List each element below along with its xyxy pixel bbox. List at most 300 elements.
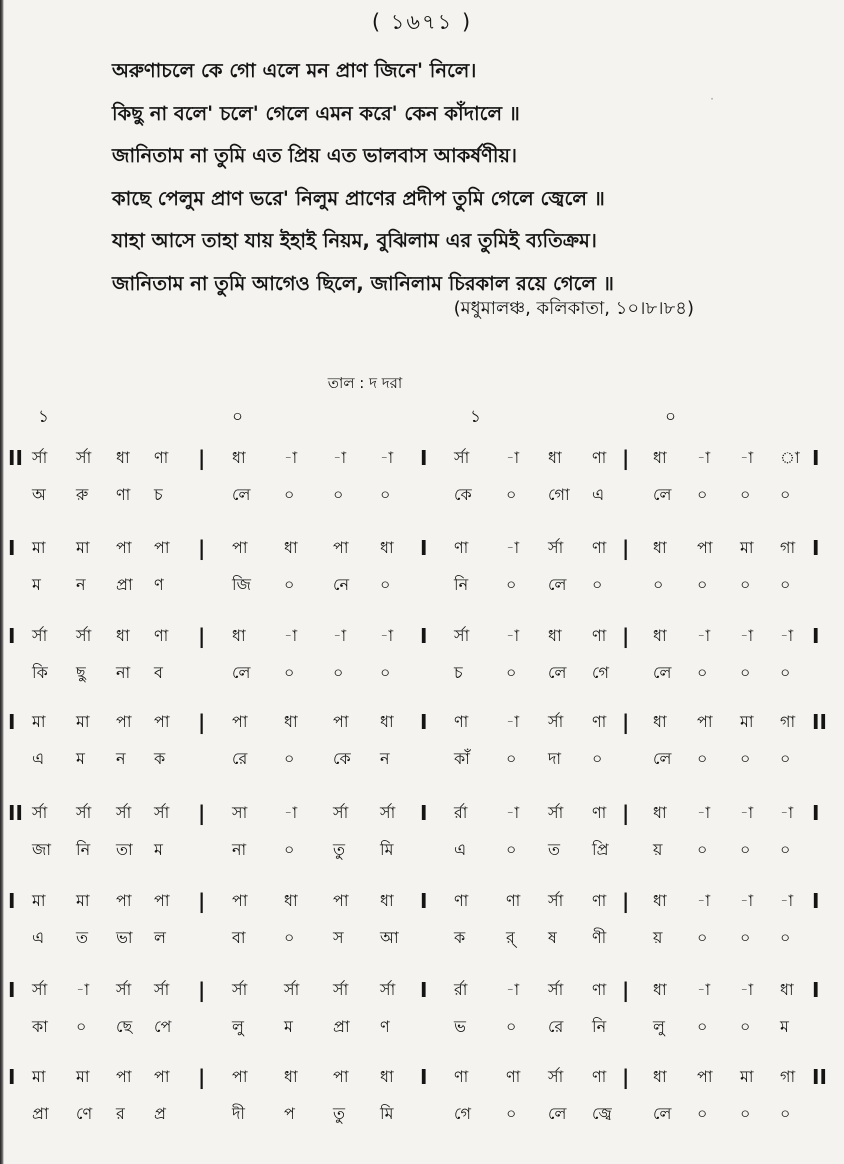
lyric-syllable: ম bbox=[284, 1017, 293, 1036]
swara-note: পা bbox=[232, 712, 248, 731]
lyric-syllable: লে bbox=[548, 663, 567, 682]
lyric-syllable: ত bbox=[76, 928, 89, 947]
lyric-syllable: রে bbox=[232, 749, 248, 768]
swara-note: -া bbox=[284, 448, 298, 467]
lyric-syllable: ০ bbox=[780, 1104, 791, 1123]
swara-note: সা bbox=[232, 803, 248, 822]
lyric-syllable: ০ bbox=[333, 485, 344, 504]
beat-mark: ১ bbox=[470, 407, 482, 427]
swara-note: ধা bbox=[284, 538, 298, 557]
poem-line: অরুণাচলে কে গো এলে মন প্রাণ জিনে' নিলে। bbox=[112, 59, 477, 82]
swara-note: র্সা bbox=[333, 980, 349, 999]
swara-note: র্সা bbox=[548, 891, 564, 910]
barline: II bbox=[8, 801, 23, 825]
lyric-syllable: ০ bbox=[592, 749, 603, 768]
swara-note: ধা bbox=[653, 538, 667, 557]
barline: I bbox=[420, 446, 428, 470]
swara-note: র্সা bbox=[548, 538, 564, 557]
lyric-syllable: মি bbox=[380, 840, 394, 859]
lyric-syllable: ০ bbox=[697, 928, 708, 947]
barline: | bbox=[198, 536, 206, 560]
poem-line: যাহা আসে তাহা যায় ইহাই নিয়ম, বুঝিলাম এর তুমিই ব্যতিক্রম। bbox=[112, 229, 597, 252]
barline: | bbox=[622, 889, 630, 913]
swara-note: ণা bbox=[592, 1067, 607, 1086]
swara-row bbox=[0, 705, 844, 739]
swara-note: -া bbox=[333, 448, 347, 467]
end-barline: I bbox=[812, 889, 820, 913]
lyric-syllable: এ bbox=[592, 485, 605, 504]
swara-note: র্রা bbox=[454, 803, 468, 822]
barline: I bbox=[8, 536, 16, 560]
beat-mark: ০ bbox=[232, 407, 244, 427]
lyric-syllable: গো bbox=[548, 485, 570, 504]
swara-note: ধা bbox=[548, 626, 562, 645]
lyric-syllable: লে bbox=[232, 663, 251, 682]
page-number: ( ১৬৭১ ) bbox=[371, 10, 473, 34]
swara-note: -া bbox=[780, 626, 794, 645]
lyric-syllable: প্রা bbox=[333, 1017, 350, 1036]
lyric-row bbox=[0, 1097, 844, 1131]
swara-note: -া bbox=[780, 891, 794, 910]
lyric-syllable: ০ bbox=[284, 749, 295, 768]
lyric-syllable: ০ bbox=[697, 749, 708, 768]
lyric-syllable: ০ bbox=[740, 928, 751, 947]
lyric-syllable: ম bbox=[32, 575, 41, 594]
lyric-syllable: ০ bbox=[506, 663, 517, 682]
barline: I bbox=[8, 978, 16, 1002]
swara-row bbox=[0, 531, 844, 565]
swara-note: -া bbox=[506, 803, 520, 822]
swara-note: -া bbox=[76, 980, 90, 999]
swara-note: ণা bbox=[592, 891, 607, 910]
swara-note: ধা bbox=[380, 1067, 394, 1086]
lyric-syllable: দা bbox=[548, 749, 562, 768]
swara-note: -া bbox=[284, 803, 298, 822]
swara-note: পা bbox=[697, 712, 713, 731]
swara-row bbox=[0, 619, 844, 653]
swara-note: -া bbox=[506, 538, 520, 557]
swara-note: পা bbox=[232, 538, 248, 557]
barline: I bbox=[420, 978, 428, 1002]
swara-note: মা bbox=[740, 538, 754, 557]
lyric-syllable: ০ bbox=[697, 1104, 708, 1123]
lyric-row bbox=[0, 921, 844, 955]
end-barline: II bbox=[812, 710, 827, 734]
swara-note: পা bbox=[154, 712, 170, 731]
lyric-syllable: নি bbox=[592, 1017, 607, 1036]
swara-note: -া bbox=[506, 712, 520, 731]
swara-note: পা bbox=[116, 1067, 132, 1086]
lyric-syllable: কা bbox=[32, 1017, 48, 1036]
lyric-syllable: রে bbox=[548, 1017, 564, 1036]
swara-note: মা bbox=[76, 538, 90, 557]
swara-note: ণা bbox=[154, 448, 169, 467]
lyric-syllable: লে bbox=[548, 575, 567, 594]
poem-line: কিছু না বলে' চলে' গেলে এমন করে' কেন কাঁদালে ॥ bbox=[112, 101, 520, 125]
barline: | bbox=[198, 801, 206, 825]
lyric-syllable: ০ bbox=[380, 485, 391, 504]
beat-mark: ১ bbox=[38, 407, 50, 427]
swara-note: ণা bbox=[454, 712, 469, 731]
lyric-syllable: জি bbox=[232, 575, 251, 594]
barline: I bbox=[8, 624, 16, 648]
lyric-syllable: ম bbox=[780, 1017, 789, 1036]
swara-note: র্সা bbox=[76, 803, 92, 822]
swara-note: র্সা bbox=[232, 980, 248, 999]
beat-mark: ০ bbox=[665, 407, 677, 427]
swara-note: ধা bbox=[380, 538, 394, 557]
swara-note: ধা bbox=[653, 712, 667, 731]
swara-note: -া bbox=[740, 803, 754, 822]
lyric-syllable: চ bbox=[454, 663, 463, 682]
lyric-syllable: এ bbox=[454, 840, 467, 859]
swara-note: ণা bbox=[592, 626, 607, 645]
swara-note: ণা bbox=[506, 1067, 521, 1086]
swara-note: র্সা bbox=[380, 980, 396, 999]
lyric-syllable: ণ bbox=[380, 1017, 390, 1036]
lyric-syllable: ০ bbox=[506, 840, 517, 859]
lyric-syllable: ০ bbox=[740, 485, 751, 504]
swara-note: -া bbox=[506, 980, 520, 999]
lyric-syllable: ০ bbox=[76, 1017, 87, 1036]
swara-note: র্সা bbox=[284, 980, 300, 999]
swara-note: -া bbox=[697, 891, 711, 910]
lyric-syllable: গে bbox=[454, 1104, 471, 1123]
swara-note: ধা bbox=[232, 448, 246, 467]
end-barline: I bbox=[812, 978, 820, 1002]
lyric-syllable: ণী bbox=[592, 928, 607, 947]
lyric-syllable: দী bbox=[232, 1104, 245, 1123]
lyric-syllable: স bbox=[333, 928, 344, 947]
lyric-syllable: ০ bbox=[284, 575, 295, 594]
lyric-syllable: ণা bbox=[116, 485, 131, 504]
lyric-syllable: ন bbox=[76, 575, 86, 594]
swara-note: র্সা bbox=[116, 803, 132, 822]
swara-note: র্সা bbox=[454, 448, 470, 467]
lyric-syllable: ০ bbox=[697, 485, 708, 504]
lyric-syllable: মি bbox=[380, 1104, 394, 1123]
lyric-syllable: ণে bbox=[76, 1104, 93, 1123]
lyric-syllable: পে bbox=[154, 1017, 172, 1036]
lyric-syllable: ম bbox=[76, 749, 85, 768]
swara-note: ধা bbox=[116, 626, 130, 645]
swara-note: ণা bbox=[154, 626, 169, 645]
swara-note: পা bbox=[116, 712, 132, 731]
swara-note: ধা bbox=[284, 712, 298, 731]
lyric-syllable: ০ bbox=[740, 840, 751, 859]
swara-note: র্সা bbox=[32, 803, 48, 822]
swara-note: -া bbox=[697, 803, 711, 822]
swara-note: পা bbox=[333, 712, 349, 731]
swara-note: পা bbox=[116, 538, 132, 557]
lyric-syllable: ০ bbox=[380, 575, 391, 594]
lyric-syllable: য় bbox=[653, 840, 663, 859]
lyric-syllable: ০ bbox=[740, 575, 751, 594]
lyric-syllable: এ bbox=[32, 928, 45, 947]
swara-note: র্সা bbox=[32, 980, 48, 999]
swara-note: -া bbox=[333, 626, 347, 645]
lyric-syllable: প্রা bbox=[32, 1104, 49, 1123]
lyric-syllable: তু bbox=[333, 1104, 346, 1123]
swara-note: ধা bbox=[653, 626, 667, 645]
swara-note: র্সা bbox=[548, 803, 564, 822]
swara-note: ধা bbox=[232, 626, 246, 645]
poem-line: জানিতাম না তুমি এত প্রিয় এত ভালবাস আকর্ষণীয়। bbox=[112, 144, 517, 167]
swara-row bbox=[0, 884, 844, 918]
lyric-syllable: ক bbox=[454, 928, 466, 947]
lyric-syllable: ০ bbox=[740, 663, 751, 682]
swara-note: -া bbox=[740, 448, 754, 467]
poem-line: কাছে পেলুম প্রাণ ভরে' নিলুম প্রাণের প্রদীপ তুমি গেলে জ্বেলে ॥ bbox=[112, 186, 605, 210]
swara-note: ণা bbox=[454, 538, 469, 557]
lyric-syllable: গে bbox=[592, 663, 609, 682]
lyric-syllable: প্রি bbox=[592, 840, 609, 859]
scan-speck: · bbox=[710, 92, 714, 106]
swara-note: পা bbox=[333, 538, 349, 557]
lyric-syllable: অ bbox=[32, 485, 46, 504]
swara-note: র্সা bbox=[76, 626, 92, 645]
lyric-syllable: তা bbox=[116, 840, 133, 859]
barline: | bbox=[198, 446, 206, 470]
swara-note: ধা bbox=[653, 448, 667, 467]
swara-row bbox=[0, 441, 844, 475]
composition-credit: (মধুমালঞ্চ, কলিকাতা, ১০।৮।৮৪) bbox=[453, 298, 694, 319]
swara-note: ধা bbox=[548, 448, 562, 467]
lyric-syllable: ০ bbox=[284, 928, 295, 947]
lyric-syllable: আ bbox=[380, 928, 399, 947]
swara-note: ধা bbox=[653, 891, 667, 910]
lyric-syllable: প্রা bbox=[116, 575, 133, 594]
barline: | bbox=[622, 446, 630, 470]
swara-note: ধা bbox=[284, 891, 298, 910]
swara-note: -া bbox=[697, 448, 711, 467]
lyric-syllable: ম bbox=[154, 840, 163, 859]
lyric-syllable: কি bbox=[32, 663, 48, 682]
barline: I bbox=[8, 889, 16, 913]
swara-note: পা bbox=[116, 891, 132, 910]
lyric-syllable: কাঁ bbox=[454, 749, 470, 768]
lyric-syllable: নি bbox=[76, 840, 91, 859]
swara-note: পা bbox=[232, 891, 248, 910]
swara-note: ধা bbox=[653, 1067, 667, 1086]
swara-note: পা bbox=[697, 538, 713, 557]
swara-note: -া bbox=[380, 626, 394, 645]
end-barline: II bbox=[812, 1065, 827, 1089]
swara-note: -া bbox=[780, 803, 794, 822]
barline: I bbox=[420, 624, 428, 648]
swara-note: গা bbox=[780, 538, 796, 557]
lyric-syllable: চ bbox=[154, 485, 163, 504]
swara-note: -া bbox=[740, 626, 754, 645]
lyric-syllable: ব bbox=[154, 663, 163, 682]
lyric-row bbox=[0, 478, 844, 512]
barline: | bbox=[622, 710, 630, 734]
swara-note: -া bbox=[380, 448, 394, 467]
lyric-syllable: লে bbox=[653, 663, 672, 682]
lyric-row bbox=[0, 1010, 844, 1044]
swara-note: ধা bbox=[284, 1067, 298, 1086]
lyric-syllable: ০ bbox=[284, 663, 295, 682]
swara-note: র্সা bbox=[454, 626, 470, 645]
lyric-syllable: ০ bbox=[380, 663, 391, 682]
swara-note: -া bbox=[697, 626, 711, 645]
tala-heading: তাল : দ দরা bbox=[327, 374, 403, 392]
lyric-syllable: ণ bbox=[154, 575, 164, 594]
lyric-syllable: ষ bbox=[548, 928, 557, 947]
lyric-syllable: ন bbox=[116, 749, 126, 768]
lyric-syllable: জ্বে bbox=[592, 1104, 612, 1123]
swara-note: পা bbox=[333, 891, 349, 910]
swara-note: মা bbox=[32, 712, 46, 731]
swara-note: ণা bbox=[454, 1067, 469, 1086]
lyric-syllable: ০ bbox=[333, 663, 344, 682]
lyric-syllable: ল bbox=[154, 928, 166, 947]
lyric-syllable: ভ bbox=[454, 1017, 466, 1036]
barline: | bbox=[622, 536, 630, 560]
barline: II bbox=[8, 446, 23, 470]
lyric-syllable: ০ bbox=[697, 575, 708, 594]
lyric-syllable: কে bbox=[333, 749, 351, 768]
lyric-syllable: ০ bbox=[740, 1017, 751, 1036]
lyric-syllable: লু bbox=[653, 1017, 665, 1036]
lyric-syllable: লে bbox=[548, 1104, 567, 1123]
swara-note: মা bbox=[32, 1067, 46, 1086]
lyric-syllable: লে bbox=[232, 485, 251, 504]
swara-note: পা bbox=[154, 538, 170, 557]
lyric-syllable: ০ bbox=[592, 575, 603, 594]
lyric-syllable: ০ bbox=[506, 1017, 517, 1036]
swara-note: ণা bbox=[592, 803, 607, 822]
lyric-syllable: ০ bbox=[740, 1104, 751, 1123]
lyric-syllable: ০ bbox=[506, 575, 517, 594]
swara-note: র্সা bbox=[548, 1067, 564, 1086]
swara-note: র্সা bbox=[548, 712, 564, 731]
lyric-syllable: ০ bbox=[506, 1104, 517, 1123]
swara-note: মা bbox=[76, 891, 90, 910]
swara-note: া bbox=[780, 448, 800, 467]
swara-note: ধা bbox=[653, 803, 667, 822]
swara-note: মা bbox=[740, 1067, 754, 1086]
swara-note: গা bbox=[780, 712, 796, 731]
lyric-row bbox=[0, 833, 844, 867]
barline: | bbox=[198, 1065, 206, 1089]
end-barline: I bbox=[812, 446, 820, 470]
swara-note: পা bbox=[154, 1067, 170, 1086]
lyric-syllable: ০ bbox=[780, 840, 791, 859]
swara-note: র্সা bbox=[32, 626, 48, 645]
barline: | bbox=[622, 1065, 630, 1089]
swara-note: পা bbox=[333, 1067, 349, 1086]
barline: | bbox=[622, 978, 630, 1002]
lyric-syllable: ০ bbox=[697, 840, 708, 859]
swara-note: ণা bbox=[454, 891, 469, 910]
swara-note: পা bbox=[232, 1067, 248, 1086]
swara-row bbox=[0, 1060, 844, 1094]
lyric-row bbox=[0, 656, 844, 690]
lyric-syllable: ন bbox=[380, 749, 390, 768]
lyric-syllable: ০ bbox=[697, 1017, 708, 1036]
swara-note: র্সা bbox=[76, 448, 92, 467]
lyric-syllable: না bbox=[232, 840, 247, 859]
lyric-syllable: ০ bbox=[780, 485, 791, 504]
lyric-syllable: ০ bbox=[506, 749, 517, 768]
swara-note: ধা bbox=[780, 980, 794, 999]
lyric-syllable: প bbox=[284, 1104, 295, 1123]
barline: I bbox=[420, 710, 428, 734]
swara-row bbox=[0, 796, 844, 830]
barline: | bbox=[198, 710, 206, 734]
lyric-syllable: না bbox=[116, 663, 131, 682]
lyric-syllable: নি bbox=[454, 575, 469, 594]
lyric-syllable: কে bbox=[454, 485, 472, 504]
swara-note: ধা bbox=[116, 448, 130, 467]
barline: | bbox=[198, 889, 206, 913]
swara-note: র্সা bbox=[548, 980, 564, 999]
lyric-syllable: ০ bbox=[506, 485, 517, 504]
barline: I bbox=[420, 1065, 428, 1089]
lyric-syllable: য় bbox=[653, 928, 663, 947]
barline: I bbox=[8, 710, 16, 734]
barline: I bbox=[420, 801, 428, 825]
swara-note: -া bbox=[697, 980, 711, 999]
swara-note: ধা bbox=[380, 712, 394, 731]
swara-note: -া bbox=[284, 626, 298, 645]
lyric-syllable: ০ bbox=[780, 749, 791, 768]
lyric-syllable: ০ bbox=[780, 928, 791, 947]
swara-note: ণা bbox=[592, 712, 607, 731]
barline: | bbox=[622, 801, 630, 825]
lyric-syllable: লে bbox=[653, 1104, 672, 1123]
swara-note: মা bbox=[76, 1067, 90, 1086]
swara-note: র্সা bbox=[154, 803, 170, 822]
lyric-syllable: ছু bbox=[76, 663, 86, 682]
lyric-syllable: ০ bbox=[653, 575, 664, 594]
lyric-row bbox=[0, 568, 844, 602]
swara-note: পা bbox=[154, 891, 170, 910]
swara-note: র্সা bbox=[116, 980, 132, 999]
end-barline: I bbox=[812, 624, 820, 648]
swara-note: র্সা bbox=[333, 803, 349, 822]
barline: | bbox=[198, 978, 206, 1002]
swara-note: ধা bbox=[380, 891, 394, 910]
lyric-syllable: র bbox=[116, 1104, 125, 1123]
lyric-syllable: ভা bbox=[116, 928, 133, 947]
lyric-syllable: রু bbox=[76, 485, 89, 504]
end-barline: I bbox=[812, 801, 820, 825]
lyric-syllable: ০ bbox=[780, 575, 791, 594]
lyric-syllable: ০ bbox=[284, 485, 295, 504]
barline: I bbox=[420, 889, 428, 913]
lyric-syllable: লে bbox=[653, 749, 672, 768]
swara-note: -া bbox=[740, 891, 754, 910]
barline: | bbox=[198, 624, 206, 648]
lyric-syllable: ০ bbox=[284, 840, 295, 859]
swara-note: -া bbox=[740, 980, 754, 999]
lyric-syllable: প্র bbox=[154, 1104, 166, 1123]
swara-note: মা bbox=[740, 712, 754, 731]
poem-line: জানিতাম না তুমি আগেও ছিলে, জানিলাম চিরকাল রয়ে গেলে ॥ bbox=[112, 271, 614, 295]
swara-note: পা bbox=[697, 1067, 713, 1086]
lyric-syllable: ছে bbox=[116, 1017, 133, 1036]
barline: I bbox=[420, 536, 428, 560]
lyric-syllable: ত bbox=[548, 840, 561, 859]
swara-note: র্সা bbox=[380, 803, 396, 822]
lyric-row bbox=[0, 742, 844, 776]
end-barline: I bbox=[812, 536, 820, 560]
swara-row bbox=[0, 973, 844, 1007]
swara-note: র্সা bbox=[154, 980, 170, 999]
lyric-syllable: বা bbox=[232, 928, 246, 947]
